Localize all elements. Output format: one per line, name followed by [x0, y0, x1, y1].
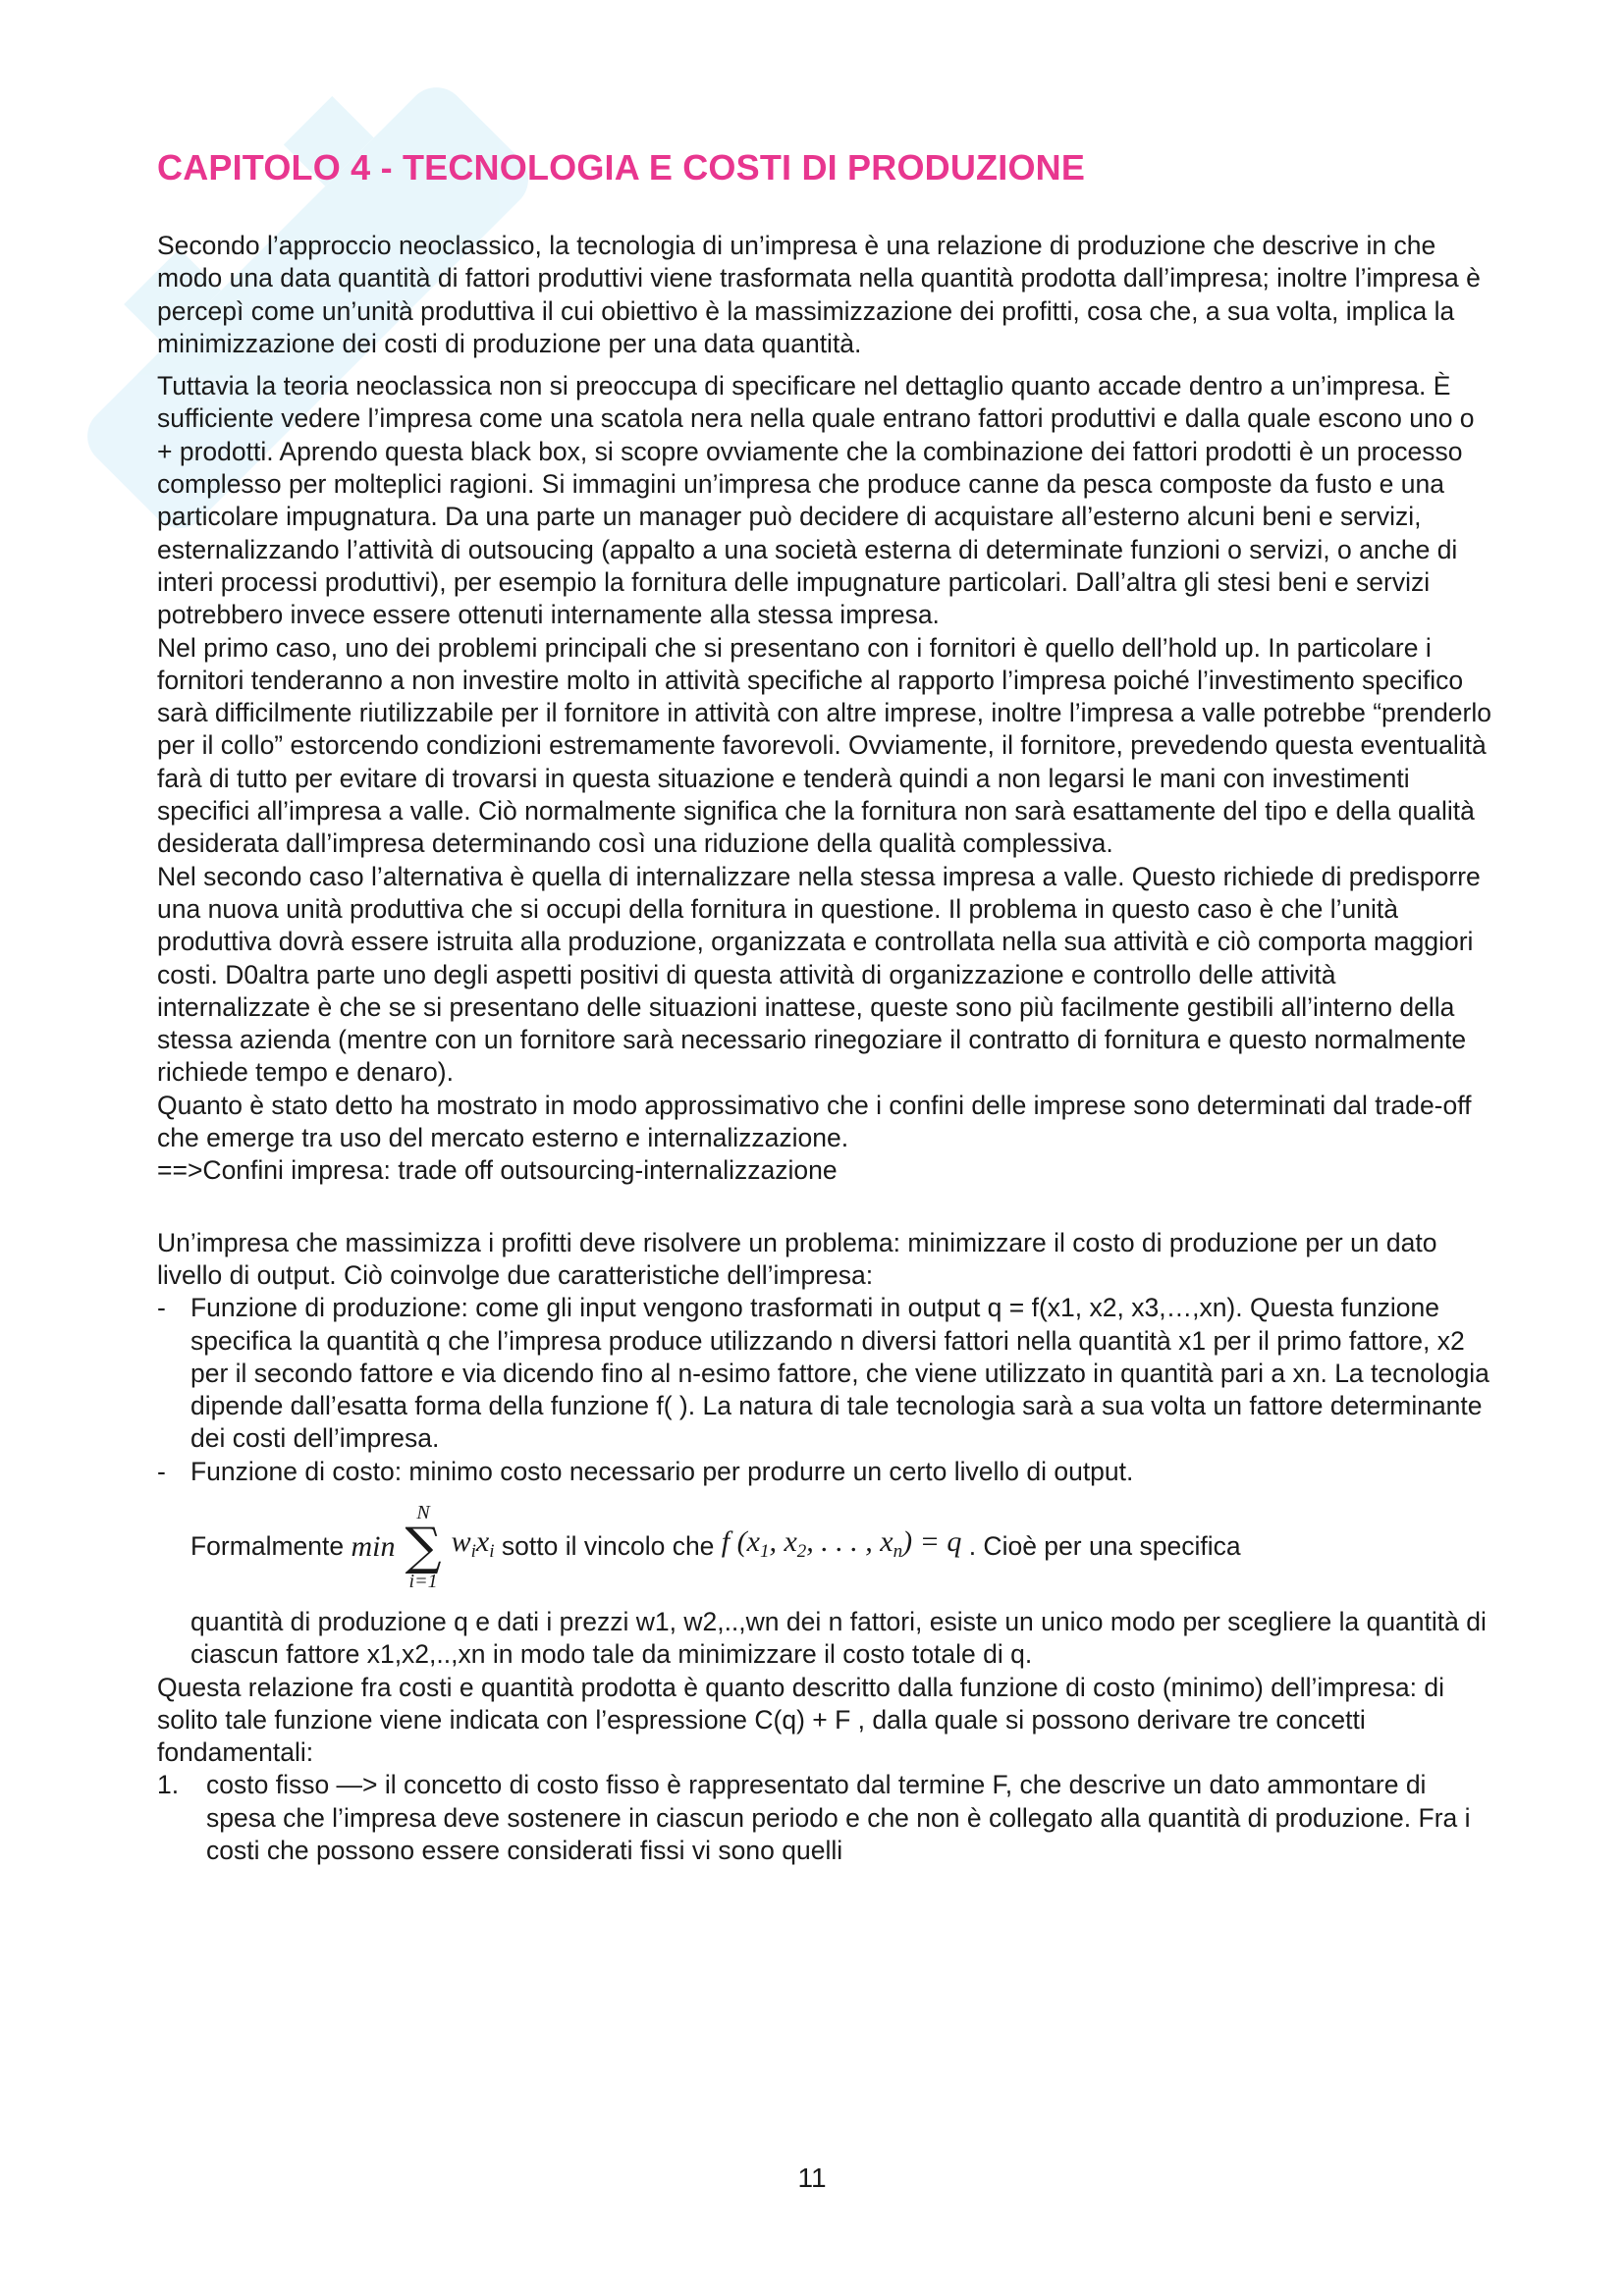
concepts-list [157, 1769, 1492, 1867]
paragraph-cost-function: Questa relazione fra costi e quantità prodotta è quanto descritto dalla funzione di costo (minimo) dell’impresa: di solito tale funzione viene indicata con l’espressione C(q) + F , dalla quale si possono derivare tre concetti fondamentali: [157, 1672, 1444, 1768]
sum-upper-limit: N [416, 1501, 430, 1523]
formula-mid: sotto il vincolo che [501, 1531, 715, 1562]
paragraph-intro: Secondo l’approccio neoclassico, la tecnologia di un’impresa è una relazione di produzione che descrive in che modo una data quantità di fattori produttivi viene trasformata nella quantità prodotta dall’impresa; inoltre l’impresa è percepì come un’unità produttiva il cui obiettivo è la massimizzazione dei profitti, cosa che, a sua volta, implica la minimizzazione dei costi di produzione per una data quantità. [157, 231, 1481, 358]
cost-minimization-formula [190, 1488, 1492, 1606]
formula-constraint: f ($x_1$, $x_2$, . . . , $x_n) = q$ [721, 1525, 962, 1563]
cost-function-text: Funzione di costo: minimo costo necessario per produrre un certo livello di output. [190, 1456, 1134, 1486]
list-number: 1. [157, 1770, 180, 1800]
list-item-fixed-cost [157, 1769, 1492, 1867]
formula-lead: Formalmente [190, 1531, 345, 1562]
sigma-glyph: ∑ [405, 1517, 442, 1576]
fixed-cost-text: costo fisso —> il concetto di costo fisso è rappresentato dal termine F, che descrive un dato ammontare di spesa che l’impresa deve sostenere in ciascun periodo e che non è collegato alla quantità di produzione. Fra i costi che possono essere considerati fissi vi sono quelli [206, 1770, 1471, 1866]
formula-min: min [351, 1530, 396, 1564]
document-page [157, 147, 1492, 1867]
paragraph-hold-up: Nel primo caso, uno dei problemi principali che si presentano con i fornitori è quello dell’hold up. In particolare i fornitori tenderanno a non investire molto in attività specifiche al rapporto l’impresa poiché l’investimento specifico sarà difficilmente riutilizzabile per il fornitore in attività con altre imprese, inoltre l’impresa a valle potrebbe “prenderlo per il collo” estorcendo condizioni estremamente favorevoli. Ovviamente, il fornitore, prevedendo questa eventualità farà di tutto per evitare di trovarsi in questa situazione e tenderà quindi a non legarsi le mani con investimenti specifici all’impresa a valle. Ciò normalmente significa che la fornitura non sarà esattamente del tipo e della qualità desiderata dall’impresa determinando così una riduzione della qualità complessiva. [157, 632, 1491, 859]
paragraph-black-box: Tuttavia la teoria neoclassica non si preoccupa di specificare nel dettaglio quanto accade dentro a un’impresa. È sufficiente vedere l’impresa come una scatola nera nella quale entrano fattori produttivi e dalla quale escono uno o + prodotti. Aprendo questa black box, si scopre ovviamente che la combinazione dei fattori prodotti è un processo complesso per molteplici ragioni. Si immagini un’impresa che produce canne da pesca composte da fusto e una particolare impugnatura. Da una parte un manager può decidere di acquistare all’esterno alcuni beni e servizi, esternalizzando l’attività di outsoucing (appalto a una società esterna di determinate funzioni o servizi, o anche di interi processi produttivi), per esempio la fornitura delle impugnature particolari. Dall’altra gli stesi beni e servizi potrebbero invece essere ottenuti internamente alla stessa impresa. [157, 371, 1475, 630]
paragraph-profit-max: Un’impresa che massimizza i profitti deve risolvere un problema: minimizzare il costo di produzione per un dato livello di output. Ciò coinvolge due caratteristiche dell’impresa: [157, 1227, 1437, 1290]
paragraph-trade-off: Quanto è stato detto ha mostrato in modo approssimativo che i confini delle imprese sono determinati dal trade-off che emerge tra uso del mercato esterno e internalizzazione. [157, 1090, 1472, 1153]
page-number: 11 [797, 2163, 827, 2193]
characteristics-list [157, 1292, 1492, 1671]
list-item-production-function: - Funzione di produzione: come gli input vengono trasformati in output q = f(x1, x2, x3,…,xn). Questa funzione specifica la quantità q che l’impresa produce utilizzando n diversi fattori nella quantità x1 per il primo fattore, x2 per il secondo fattore e via dicendo fino al n-esimo fattore, che viene utilizzato in quantità pari a xn. La tecnologia dipende dall’esatta forma della funzione f( ). La natura di tale tecnologia sarà a sua volta un fattore determinante dei costi dell’impresa. [157, 1292, 1492, 1455]
list-item-cost-function [157, 1456, 1492, 1672]
summation-symbol [405, 1503, 441, 1591]
formula-tail: . Cioè per una specifica [968, 1531, 1241, 1562]
chapter-title: CAPITOLO 4 - TECNOLOGIA E COSTI DI PRODUZIONE [157, 147, 1086, 187]
paragraph-summary-arrow: ==>Confini impresa: trade off outsourcing-internalizzazione [157, 1155, 838, 1186]
cost-function-continuation: quantità di produzione q e dati i prezzi w1, w2,..,wn dei n fattori, esiste un unico modo per scegliere la quantità di ciascun fattore x1,x2,..,xn in modo tale da minimizzare il costo totale di q. [190, 1606, 1487, 1670]
paragraph-internalization: Nel secondo caso l’alternativa è quella di internalizzare nella stessa impresa a valle. Questo richiede di predisporre una nuova unità produttiva che si occupi della fornitura in questione. Il problema in questo caso è che l’unità produttiva dovrà essere istruita alla produzione, organizzata e controllata nella sua attività e ciò comporta maggiori costi. D0altra parte uno degli aspetti positivi di questa attività di organizzazione e controllo delle attività internalizzate è che se si presentano delle situazioni inattese, queste sono più facilmente gestibili all’interno della stessa azienda (mentre con un fornitore sarà necessario rinegoziare il contratto di fornitura e questo normalmente richiede tempo e denaro). [157, 861, 1481, 1088]
formula-term: $w_ix_i$ [451, 1525, 495, 1563]
sum-lower-limit: i=1 [408, 1570, 438, 1592]
